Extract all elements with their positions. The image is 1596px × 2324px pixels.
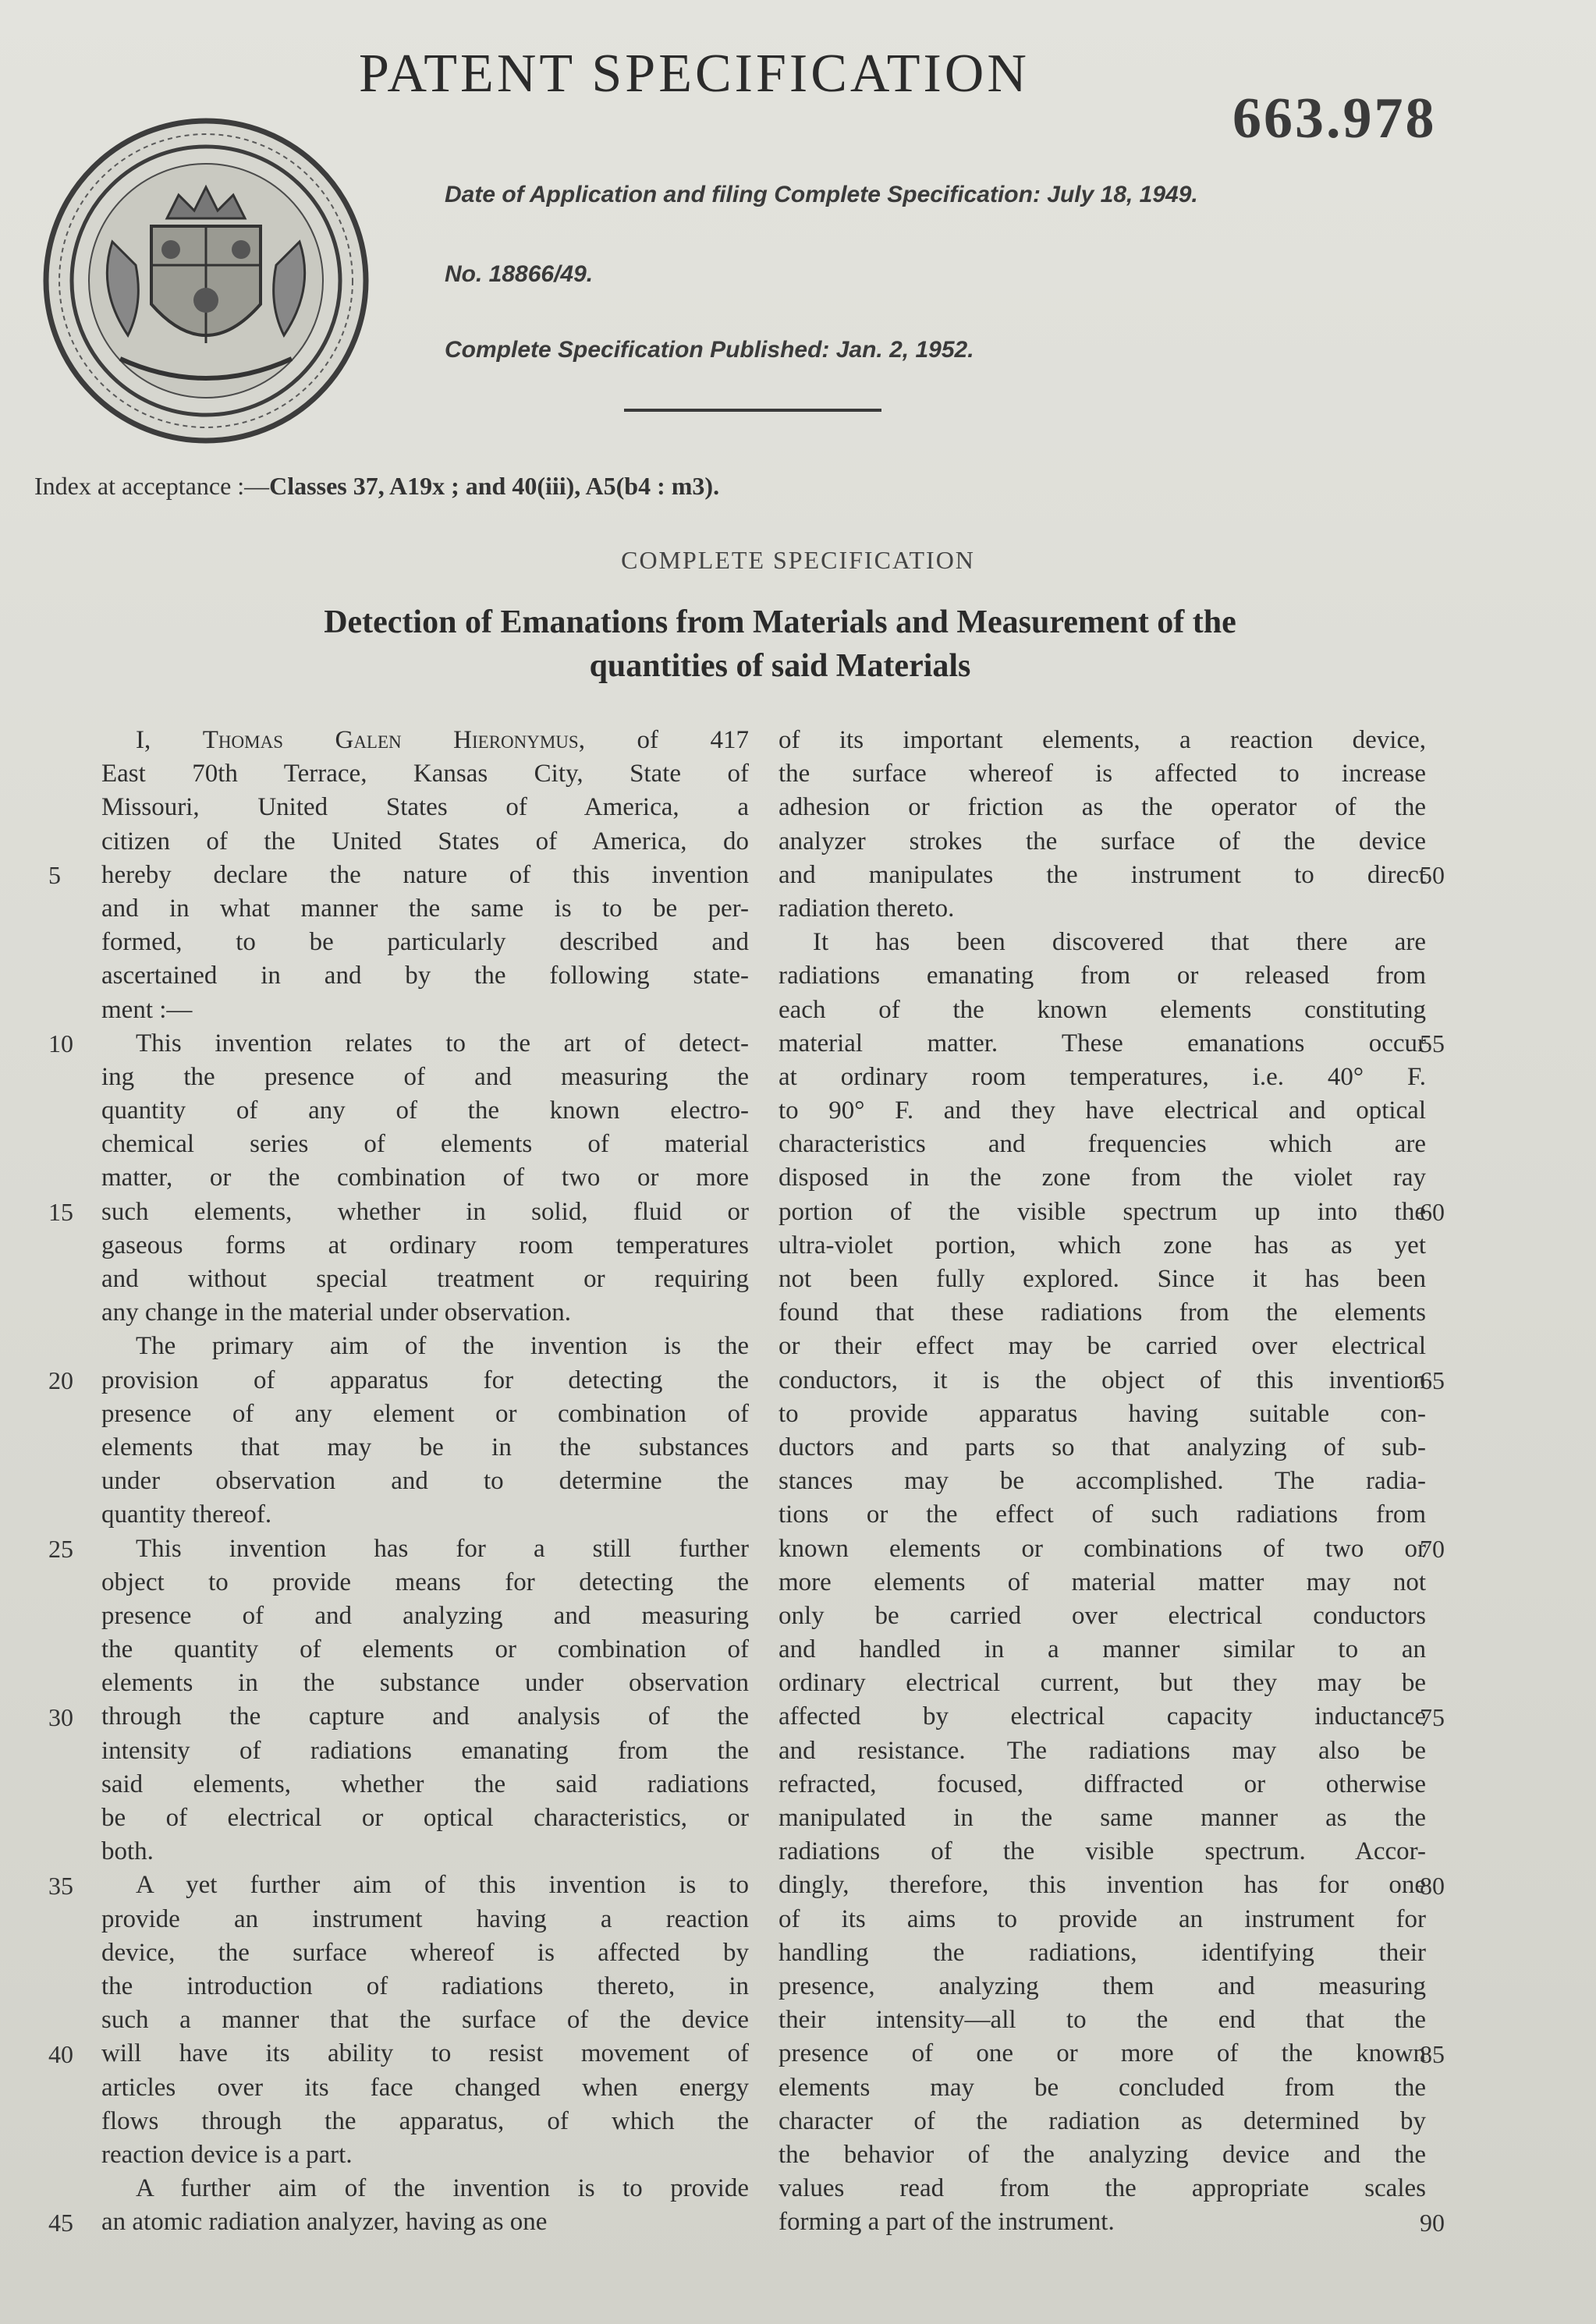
line-number: 15 xyxy=(48,1197,73,1226)
text-line: radiation thereto. xyxy=(778,894,955,923)
text-line: ultra-violet portion, which zone has as yet xyxy=(778,1231,1426,1259)
text-line: adhesion or friction as the operator of the xyxy=(778,793,1426,822)
text-line: flows through the apparatus, of which the xyxy=(101,2106,749,2135)
text-line: the introduction of radiations thereto, in xyxy=(101,1972,749,2000)
text-line: any change in the material under observation. xyxy=(101,1298,572,1327)
text-line: articles over its face changed when energy xyxy=(101,2073,749,2102)
text-line: object to provide means for detecting the xyxy=(101,1568,749,1596)
text-line: stances may be accomplished. The radia- xyxy=(778,1467,1426,1496)
text-line: dingly, therefore, this invention has for one xyxy=(778,1871,1426,1900)
line-number: 65 xyxy=(1420,1366,1445,1394)
text-line: tions or the effect of such radiations from xyxy=(778,1500,1426,1529)
invention-title xyxy=(156,600,1404,688)
text-line: radiations of the visible spectrum. Accor- xyxy=(778,1837,1426,1866)
text-line: the behavior of the analyzing device and the xyxy=(778,2140,1426,2169)
line-number: 40 xyxy=(48,2039,73,2068)
patent-number: 663.978 xyxy=(1232,87,1437,151)
line-number: 55 xyxy=(1420,1029,1445,1057)
text-line: conductors, it is the object of this invention xyxy=(778,1366,1426,1394)
text-line: formed, to be particularly described and xyxy=(101,928,749,957)
text-line: provide an instrument having a reaction xyxy=(101,1904,749,1933)
text-line: device, the surface whereof is affected by xyxy=(101,1938,749,1967)
publication-date: Complete Specification Published: Jan. 2, 1952. xyxy=(445,337,974,363)
text-line: such elements, whether in solid, fluid or xyxy=(101,1197,749,1226)
line-number: 5 xyxy=(48,860,61,889)
line-number: 45 xyxy=(48,2208,73,2237)
text-line: only be carried over electrical conductors xyxy=(778,1601,1426,1630)
text-line: affected by electrical capacity inductance xyxy=(778,1702,1426,1731)
specification-type: COMPLETE SPECIFICATION xyxy=(621,546,975,574)
right-text-column xyxy=(778,724,1426,2239)
application-number: No. 18866/49. xyxy=(445,261,594,287)
text-line: presence of one or more of the known xyxy=(778,2039,1426,2068)
text-line: ordinary electrical current, but they may be xyxy=(778,1669,1426,1698)
text-line: This invention relates to the art of detect- xyxy=(136,1029,749,1057)
text-line: the surface whereof is affected to increase xyxy=(778,760,1426,788)
text-line: ing the presence of and measuring the xyxy=(101,1062,749,1091)
text-line: I, Thomas Galen Hieronymus, of 417 xyxy=(136,726,749,754)
text-line: East 70th Terrace, Kansas City, State of xyxy=(101,760,749,788)
text-line: and without special treatment or requiring xyxy=(101,1265,749,1293)
text-line: and handled in a manner similar to an xyxy=(778,1635,1426,1664)
index-classes: Classes 37, A19x ; and 40(iii), A5(b4 : m3). xyxy=(269,472,720,500)
text-line: radiations emanating from or released from xyxy=(778,962,1426,990)
text-line: ductors and parts so that analyzing of sub- xyxy=(778,1433,1426,1461)
invention-title-line2: quantities of said Materials xyxy=(589,648,971,684)
line-number: 50 xyxy=(1420,860,1445,889)
text-line: citizen of the United States of America, do xyxy=(101,827,749,856)
text-line: disposed in the zone from the violet ray xyxy=(778,1164,1426,1192)
text-line: A yet further aim of this invention is to xyxy=(136,1871,749,1900)
line-number: 85 xyxy=(1420,2039,1445,2068)
text-line: more elements of material matter may not xyxy=(778,1568,1426,1596)
text-line: portion of the visible spectrum up into the xyxy=(778,1197,1426,1226)
document-title: PATENT SPECIFICATION xyxy=(359,44,1030,104)
text-line: will have its ability to resist movement of xyxy=(101,2039,749,2068)
text-line: at ordinary room temperatures, i.e. 40° F. xyxy=(778,1062,1426,1091)
index-label: Index at acceptance :— xyxy=(34,472,270,500)
text-line: both. xyxy=(101,1837,154,1866)
text-line: elements may be concluded from the xyxy=(778,2073,1426,2102)
line-number: 80 xyxy=(1420,1871,1445,1900)
text-line: A further aim of the invention is to provide xyxy=(136,2174,749,2203)
text-line: material matter. These emanations occur xyxy=(778,1029,1426,1057)
line-number: 20 xyxy=(48,1366,73,1394)
line-number: 60 xyxy=(1420,1197,1445,1226)
text-line: under observation and to determine the xyxy=(101,1467,749,1496)
text-line: each of the known elements constituting xyxy=(778,995,1426,1024)
text-line: to 90° F. and they have electrical and optical xyxy=(778,1096,1426,1125)
text-line: be of electrical or optical characteristics, or xyxy=(101,1804,749,1832)
text-line: the quantity of elements or combination of xyxy=(101,1635,749,1664)
text-line: and resistance. The radiations may also be xyxy=(778,1736,1426,1765)
text-line: ment :— xyxy=(101,995,193,1024)
text-line: quantity thereof. xyxy=(101,1500,272,1529)
text-line: such a manner that the surface of the device xyxy=(101,2006,749,2035)
text-line: their intensity—all to the end that the xyxy=(778,2006,1426,2035)
text-line: to provide apparatus having suitable con- xyxy=(778,1399,1426,1428)
text-line: said elements, whether the said radiations xyxy=(101,1770,749,1798)
text-line: of its important elements, a reaction device, xyxy=(778,726,1426,754)
text-line: elements in the substance under observation xyxy=(101,1669,749,1698)
text-line: Missouri, United States of America, a xyxy=(101,793,749,822)
text-line: quantity of any of the known electro- xyxy=(101,1096,749,1125)
text-line: This invention has for a still further xyxy=(136,1534,749,1563)
index-at-acceptance xyxy=(34,472,719,501)
line-number: 25 xyxy=(48,1534,73,1563)
text-line: presence of and analyzing and measuring xyxy=(101,1601,749,1630)
text-line: The primary aim of the invention is the xyxy=(136,1332,749,1361)
text-line: characteristics and frequencies which are xyxy=(778,1130,1426,1159)
text-line: manipulated in the same manner as the xyxy=(778,1804,1426,1832)
text-line: and in what manner the same is to be per- xyxy=(101,894,749,923)
text-line: found that these radiations from the elements xyxy=(778,1298,1426,1327)
text-line: matter, or the combination of two or more xyxy=(101,1164,749,1192)
text-line: hereby declare the nature of this invention xyxy=(101,860,749,889)
text-line: an atomic radiation analyzer, having as one xyxy=(101,2208,548,2237)
text-line: intensity of radiations emanating from the xyxy=(101,1736,749,1765)
text-line: of its aims to provide an instrument for xyxy=(778,1904,1426,1933)
text-line: presence, analyzing them and measuring xyxy=(778,1972,1426,2000)
application-date: Date of Application and filing Complete Specification: July 18, 1949. xyxy=(445,182,1198,207)
text-line: or their effect may be carried over electrical xyxy=(778,1332,1426,1361)
line-number: 75 xyxy=(1420,1702,1445,1731)
line-number: 90 xyxy=(1420,2208,1445,2237)
text-line: and manipulates the instrument to direct xyxy=(778,860,1426,889)
line-number: 10 xyxy=(48,1029,73,1057)
text-line: values read from the appropriate scales xyxy=(778,2174,1426,2203)
invention-title-line1: Detection of Emanations from Materials and Measurement of the xyxy=(324,604,1236,640)
divider-rule xyxy=(624,409,881,412)
text-line: It has been discovered that there are xyxy=(813,928,1426,957)
left-text-column xyxy=(101,724,749,2239)
text-line: forming a part of the instrument. xyxy=(778,2208,1115,2237)
line-number: 35 xyxy=(48,1871,73,1900)
text-line: refracted, focused, diffracted or otherwise xyxy=(778,1770,1426,1798)
text-line: chemical series of elements of material xyxy=(101,1130,749,1159)
line-number: 30 xyxy=(48,1702,73,1731)
text-line: ascertained in and by the following state- xyxy=(101,962,749,990)
text-line: known elements or combinations of two or xyxy=(778,1534,1426,1563)
text-line: through the capture and analysis of the xyxy=(101,1702,749,1731)
text-line: handling the radiations, identifying their xyxy=(778,1938,1426,1967)
text-line: not been fully explored. Since it has been xyxy=(778,1265,1426,1293)
text-line: character of the radiation as determined by xyxy=(778,2106,1426,2135)
text-line: reaction device is a part. xyxy=(101,2140,353,2169)
text-line: provision of apparatus for detecting the xyxy=(101,1366,749,1394)
text-line: gaseous forms at ordinary room temperatures xyxy=(101,1231,749,1259)
line-number: 70 xyxy=(1420,1534,1445,1563)
text-line: elements that may be in the substances xyxy=(101,1433,749,1461)
text-line: presence of any element or combination of xyxy=(101,1399,749,1428)
text-line: analyzer strokes the surface of the device xyxy=(778,827,1426,856)
royal-seal-emblem xyxy=(34,109,378,452)
